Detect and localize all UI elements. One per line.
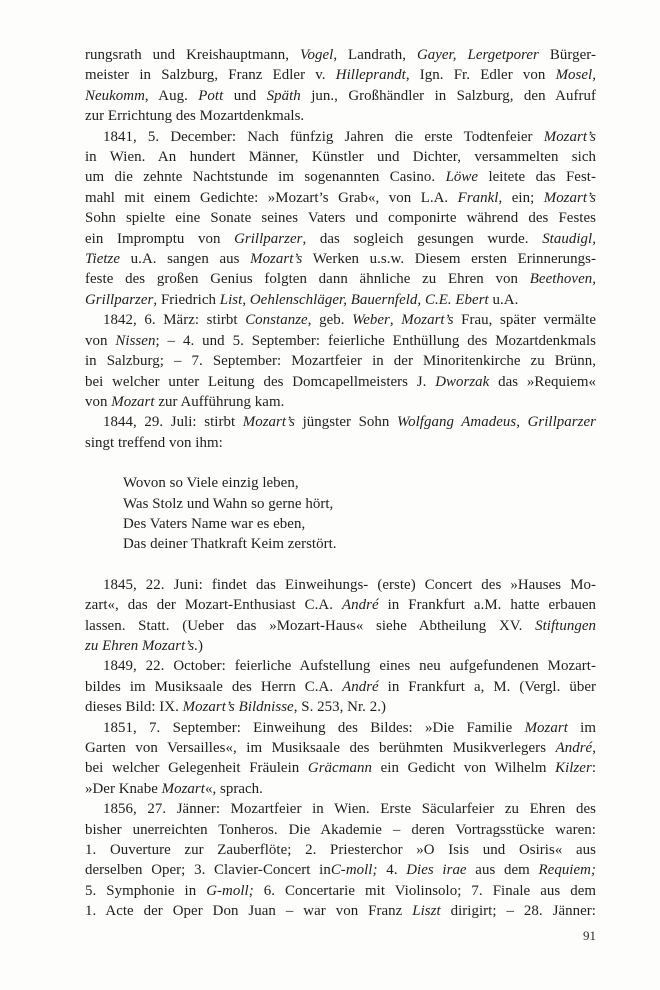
page-number: 91: [583, 928, 596, 943]
text-run: aus dem: [466, 862, 539, 879]
text-run: Des Vaters Name war es eben,: [123, 515, 306, 532]
text-line: [85, 697, 596, 717]
text-run: leitete das Fest-: [478, 169, 596, 186]
text-run: Das deiner Thatkraft Keim zerstört.: [123, 536, 337, 553]
text-run: , Friedrich: [153, 291, 220, 308]
text-line: [85, 758, 596, 778]
italic-text-run: Mozart’s: [401, 312, 454, 329]
text-run: dieses Bild: IX.: [85, 699, 183, 716]
italic-text-run: Frankl: [457, 189, 499, 206]
text-run: »Der Knabe: [85, 780, 162, 797]
text-line: [85, 799, 596, 819]
verse-line: [123, 514, 596, 534]
italic-text-run: G-moll;: [206, 882, 254, 899]
text-run: in Frankfurt a.M. hatte erbauen: [378, 597, 596, 614]
text-line: [85, 208, 596, 228]
text-run: jüngster Sohn: [295, 414, 398, 431]
text-run: bildes im Musiksaale des Herrn C.A.: [85, 678, 343, 695]
text-line: [85, 718, 596, 738]
text-run: in Wien. An hundert Männer, Künstler und Dichter, versammelten sich: [85, 149, 596, 166]
italic-text-run: Mozart’s: [242, 414, 296, 431]
text-run: bisher unerreichten Tonheros. Die Akademie – deren Vortragsstücke waren:: [85, 821, 596, 838]
text-line: [85, 575, 596, 595]
text-line: [85, 65, 596, 85]
text-run: :: [591, 760, 596, 777]
text-run: Frau, später vermälte: [453, 312, 597, 329]
italic-text-run: Stiftungen: [535, 617, 596, 634]
text-run: 1849, 22. October: feierliche Aufstellung eines neu aufgefundenen Mozart-: [103, 658, 596, 675]
text-run: 1842, 6. März: stirbt: [103, 312, 246, 329]
text-run: und: [223, 87, 267, 104]
text-line: [85, 412, 596, 432]
text-line: [85, 351, 596, 371]
verse-block: [123, 473, 596, 555]
text-run: , Landrath,: [333, 47, 417, 63]
text-line: [85, 656, 596, 676]
verse-line: [123, 473, 596, 493]
text-line: [85, 840, 596, 860]
italic-text-run: Grillparzer: [85, 291, 154, 308]
text-run: zur Errichtung des Mozartdenkmals.: [85, 108, 305, 125]
text-run: 1. Acte der Oper Don Juan – war von Franz: [85, 903, 413, 920]
text-run: 1845, 22. Juni: findet das Einweihungs- (erste) Concert des »Hauses Mo-: [103, 576, 596, 593]
text-line: [85, 86, 596, 106]
italic-text-run: Gräcmann: [307, 760, 372, 777]
text-run: 1841, 5. December: Nach fünfzig Jahren die erste Todtenfeier: [103, 128, 544, 145]
text-line: [85, 901, 596, 921]
text-line: [85, 167, 596, 187]
paragraph: [85, 45, 596, 127]
text-run: zur Aufführung kam.: [154, 393, 285, 410]
italic-text-run: Dies irae: [406, 862, 467, 879]
text-run: Werken u.s.w. Diesem ersten Erinnerungs-: [302, 251, 597, 268]
text-line: [85, 677, 596, 697]
text-run: in Salzburg; – 7. September: Mozartfeier in der Minoritenkirche zu Brünn,: [85, 353, 596, 370]
italic-text-run: André: [341, 597, 379, 614]
italic-text-run: Mozart’s Bildnisse: [182, 699, 294, 716]
text-line: [85, 45, 596, 65]
text-line: [85, 595, 596, 615]
italic-text-run: Mozart’s: [250, 251, 303, 268]
text-line: [85, 147, 596, 167]
text-run: dirigirt; – 28. Jänner:: [440, 903, 596, 920]
italic-text-run: Mozart: [524, 719, 568, 736]
text-line: [85, 636, 596, 656]
text-run: derselben Oper; 3. Clavier-Concert in: [85, 862, 331, 879]
text-run: «, sprach.: [204, 780, 263, 797]
italic-text-run: C-moll;: [330, 862, 378, 879]
text-line: [85, 249, 596, 269]
text-line: [85, 372, 596, 392]
text-run: ,: [389, 312, 402, 329]
italic-text-run: Vogel: [299, 47, 334, 63]
paragraph: [85, 310, 596, 412]
text-run: von: [85, 393, 112, 410]
text-run: , Ign. Fr. Edler von: [405, 67, 556, 84]
text-run: , S. 253, Nr. 2.): [293, 699, 386, 716]
text-run: bei welcher Gelegenheit Fräulein: [85, 760, 308, 777]
italic-text-run: Späth: [266, 87, 301, 104]
paragraph: [85, 656, 596, 717]
paragraph: [85, 412, 596, 453]
text-line: [85, 616, 596, 636]
text-run: 5. Symphonie in: [85, 882, 207, 899]
text-run: , Aug.: [144, 87, 199, 104]
italic-text-run: List: [219, 291, 243, 308]
italic-text-run: Mozart’s: [543, 189, 596, 206]
text-run: meister in Salzburg, Franz Edler v.: [85, 67, 336, 84]
text-run: im: [567, 719, 597, 736]
text-run: Bürger-: [538, 47, 596, 63]
text-line: [85, 127, 596, 147]
text-line: [85, 433, 596, 453]
text-line: [85, 106, 596, 126]
text-run: , das sogleich gesungen wurde.: [302, 230, 543, 247]
text-run: ; – 4. und 5. September: feierliche Enthüllung des Mozartdenkmals: [155, 332, 596, 349]
italic-text-run: Oehlenschläger, Bauernfeld, C.E. Ebert: [249, 291, 489, 308]
text-line: [85, 188, 596, 208]
text-line: [85, 738, 596, 758]
text-run: ein Impromptu von: [85, 230, 235, 247]
italic-text-run: Mosel,: [555, 67, 596, 84]
text-run: bei welcher unter Leitung des Domcapellmeisters J.: [85, 373, 436, 390]
paragraph: [85, 575, 596, 657]
italic-text-run: Staudigl,: [542, 230, 596, 247]
text-line: [85, 310, 596, 330]
text-run: mahl mit einem Gedichte: »Mozart’s Grab«, von L.A.: [85, 189, 458, 206]
text-line: [85, 779, 596, 799]
text-run: lassen. Statt. (Ueber das »Mozart-Haus« siehe Abtheilung XV.: [85, 617, 536, 634]
text-run: ): [198, 637, 204, 654]
italic-text-run: Dworzak: [435, 373, 490, 390]
italic-text-run: Pott: [198, 87, 224, 104]
text-line: [85, 290, 596, 310]
paragraph: [85, 127, 596, 311]
text-run: ,: [592, 740, 596, 756]
text-run: 6. Concertarie mit Violinsolo; 7. Finale aus dem: [253, 882, 596, 899]
text-run: ein Gedicht von Wilhelm: [371, 760, 556, 777]
text-run: , geb.: [307, 312, 353, 329]
italic-text-run: Tietze: [85, 251, 121, 268]
italic-text-run: Constanze: [245, 312, 308, 329]
text-line: [85, 860, 596, 880]
paragraph: [85, 799, 596, 921]
text-run: u.A.: [488, 291, 519, 308]
italic-text-run: Grillparzer: [234, 230, 303, 247]
text-line: [85, 820, 596, 840]
italic-text-run: Hilleprandt: [335, 67, 406, 84]
page-text: [85, 45, 596, 922]
text-run: ,: [242, 291, 250, 308]
text-run: das »Requiem«: [489, 373, 596, 390]
italic-text-run: Weber: [352, 312, 390, 329]
paragraph: [85, 718, 596, 800]
italic-text-run: Gayer, Lergetporer: [416, 47, 539, 63]
text-run: 1. Ouverture zur Zauberflöte; 2. Priesterchor »O Isis und Osiris« aus: [85, 842, 596, 859]
text-run: feste des großen Genius folgten dann ähnliche zu Ehren von: [85, 271, 530, 288]
text-run: , ein;: [498, 189, 544, 206]
text-run: von: [85, 332, 116, 349]
text-line: [85, 392, 596, 412]
text-run: 4.: [377, 862, 407, 879]
text-run: Garten von Versailles«, im Musiksaale des berühmten Musikverlegers: [85, 740, 556, 756]
italic-text-run: Liszt: [412, 903, 441, 920]
text-line: [85, 269, 596, 289]
text-run: 1856, 27. Jänner: Mozartfeier in Wien. Erste Säcularfeier zu Ehren des: [103, 801, 596, 818]
text-run: 1851, 7. September: Einweihung des Bildes: »Die Familie: [103, 719, 525, 736]
text-line: [85, 229, 596, 249]
italic-text-run: Mozart’s: [543, 128, 596, 145]
text-run: singt treffend von ihm:: [85, 434, 223, 451]
italic-text-run: Löwe: [445, 169, 479, 186]
italic-text-run: Mozart: [161, 780, 205, 797]
text-run: 1844, 29. Juli: stirbt: [103, 414, 243, 431]
text-run: rungsrath und Kreishauptmann,: [85, 47, 300, 63]
italic-text-run: Kilzer: [555, 760, 592, 777]
text-line: [85, 331, 596, 351]
italic-text-run: André: [342, 678, 379, 695]
text-run: zart«, das der Mozart-Enthusiast C.A.: [85, 597, 342, 614]
italic-text-run: Wolfgang Amadeus, Grillparzer: [397, 414, 596, 431]
text-run: Wovon so Viele einzig leben,: [123, 475, 299, 492]
verse-line: [123, 534, 596, 554]
text-run: Sohn spielte eine Sonate seines Vaters und componirte während des Festes: [85, 210, 596, 227]
italic-text-run: Neukomm: [85, 87, 145, 104]
text-run: Was Stolz und Wahn so gerne hört,: [123, 495, 334, 512]
text-run: jun., Großhändler in Salzburg, den Aufruf: [300, 87, 596, 104]
italic-text-run: André: [555, 740, 593, 756]
text-run: in Frankfurt a, M. (Vergl. über: [378, 678, 596, 695]
text-line: [85, 881, 596, 901]
italic-text-run: zu Ehren Mozart’s.: [85, 637, 198, 654]
verse-line: [123, 494, 596, 514]
italic-text-run: Mozart: [111, 393, 155, 410]
text-run: u.A. sangen aus: [120, 251, 251, 268]
italic-text-run: Nissen: [115, 332, 156, 349]
italic-text-run: Beethoven,: [529, 271, 596, 288]
italic-text-run: Requiem;: [538, 862, 596, 879]
text-run: um die zehnte Nachtstunde im sogenannten Casino.: [85, 169, 446, 186]
